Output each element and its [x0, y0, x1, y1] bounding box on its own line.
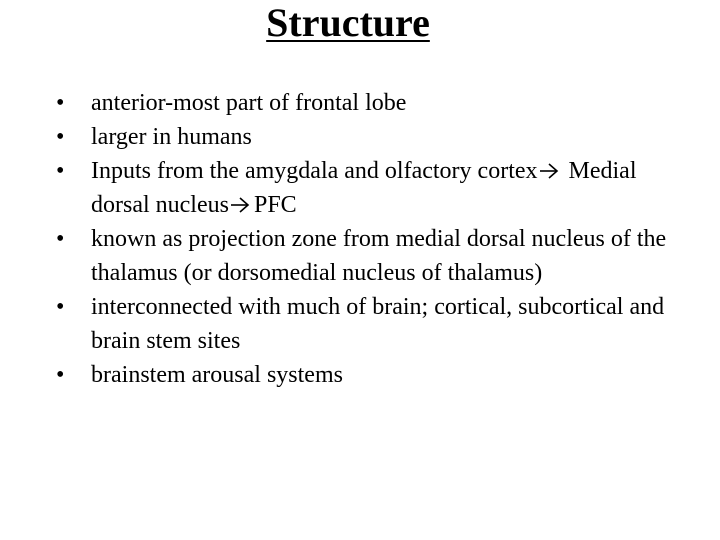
bullet-item-5 — [0, 290, 690, 358]
bullet-item-6 — [0, 358, 690, 392]
slide-title-text: Structure — [266, 0, 430, 45]
bullet-item-2 — [0, 120, 690, 154]
bullet-icon: • — [56, 362, 65, 388]
bullet-text: interconnected with much of brain; cortical, subcortical and brain stem sites — [91, 294, 665, 354]
bullet-text-pfc: PFC — [253, 192, 297, 218]
right-arrow-icon — [539, 162, 559, 180]
bullet-text: anterior-most part of frontal lobe — [91, 90, 407, 116]
bullet-item-3 — [0, 154, 690, 222]
bullet-item-4 — [0, 222, 690, 290]
bullet-icon: • — [56, 158, 65, 184]
bullet-text-inputs: Inputs from the amygdala and olfactory cortex — [91, 158, 538, 184]
bullet-text: brainstem arousal systems — [91, 362, 343, 388]
bullet-icon: • — [56, 226, 65, 252]
bullet-item-1 — [0, 86, 690, 120]
bullet-text-medial-dorsal: Medial dorsal nucleus — [91, 158, 637, 218]
bullet-icon: • — [56, 294, 65, 320]
bullet-icon: • — [56, 90, 65, 116]
bullet-text: larger in humans — [91, 124, 252, 150]
bullet-list — [0, 86, 690, 392]
bullet-text: known as projection zone from medial dorsal nucleus of the thalamus (or dorsomedial nucleus of thalamus) — [91, 226, 667, 286]
slide-title — [0, 0, 696, 46]
bullet-icon: • — [56, 124, 65, 150]
right-arrow-icon — [230, 196, 250, 214]
